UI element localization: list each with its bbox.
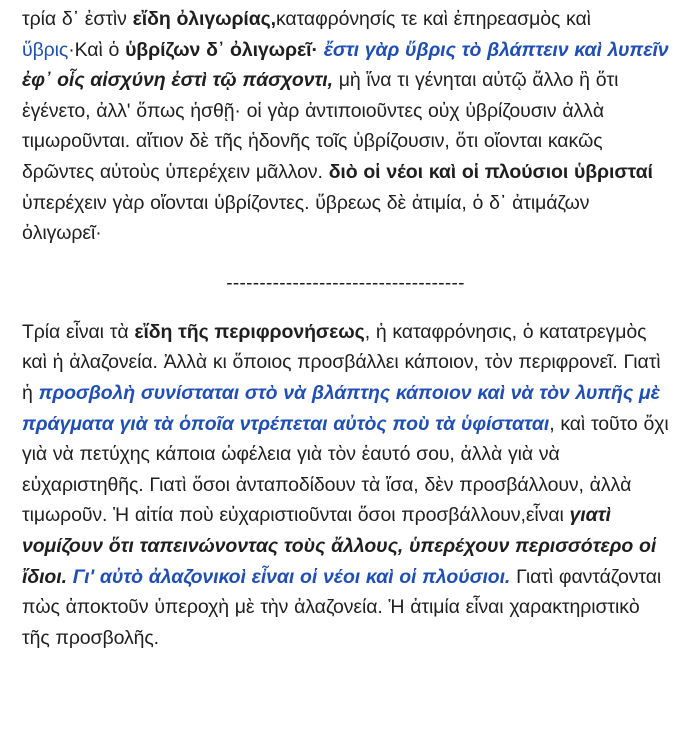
blue-term: ὕβρις — [22, 38, 69, 61]
highlighted-phrase: ἔστι γὰρ ὕβρις τὸ βλάπτειν καὶ λυπεῖν — [317, 38, 669, 61]
highlighted-phrase: προσβολὴ συνίσταται στὸ νὰ βλάπτης κάποιον καὶ νὰ τὸν λυπῆς μὲ πράγματα γιὰ τὰ ὁποῖα ντρέπεται αὐτὸς ποὺ τὰ ὑφίσταται — [22, 381, 660, 435]
text-run: , ἡ καταφρόνησις, ὁ κατατρεγμὸς καὶ ἡ ἀλαζονεία. Ἀλλὰ κι ὅποιος προσβάλλει κάποιον, τὸν περιφρονεῖ. Γιατὶ ἡ — [22, 320, 661, 404]
text-run: μὴ ἵνα τι γένηται αὐτῷ ἄλλο ἢ ὅτι ἐγένετο, ἀλλ' ὅπως ἡσθῇ· οἱ γὰρ ἀντιποιοῦντες οὐχ ὑβρίζουσιν ἀλλὰ τιμωροῦνται. αἴτιον δὲ τῆς ἡδονῆς τοῖς ὑβρίζουσιν, ὅτι οἴονται κακῶς δρῶντες αὐτοὺς ὑπερέχειν μᾶλλον. — [22, 69, 619, 183]
text-run: τρία δ᾽ ἐστὶν — [22, 8, 133, 30]
text-run: καταφρόνησίς τε καὶ ἐπηρεασμὸς καὶ — [275, 8, 591, 30]
bold-phrase: εἴδη τῆς περιφρονήσεως — [134, 320, 365, 343]
ancient-greek-paragraph — [22, 4, 669, 249]
modern-greek-paragraph — [22, 317, 669, 654]
section-divider: ------------------------------------ — [226, 272, 465, 294]
text-run: Τρία εἶναι τὰ — [22, 320, 135, 343]
text-run: ·Καὶ ὁ — [68, 38, 126, 61]
text-run: , καὶ τοῦτο ὄχι γιὰ νὰ πετύχης κάποια ὠφέλεια γιὰ τὸν ἑαυτό σου, ἀλλὰ γιὰ νὰ εὐχαριστηθῆς. Γιατὶ ὅσοι ἀνταποδίδουν τὰ ἴσα, δὲν προσβάλλουν, ἀλλὰ τιμωροῦν. Ἡ αἰτία ποὺ εὐχαριστιοῦνται ὅσοι προσβάλλουν,εἶναι — [22, 412, 669, 527]
highlighted-phrase: Γι' αὐτὸ ἀλαζονικοὶ εἶναι οἱ νέοι καὶ οἱ πλούσιοι. — [66, 565, 511, 588]
bold-phrase: διὸ οἱ νέοι καὶ οἱ πλούσιοι ὑβρισταί — [328, 160, 653, 183]
bold-phrase: εἴδη ὀλιγωρίας, — [132, 8, 276, 30]
bold-italic-phrase: ἐφ᾽ οἷς αἰσχύνη ἐστὶ τῷ πάσχοντι, — [22, 69, 333, 92]
text-run: Γιατὶ φαντάζονται πὼς ἀποκτοῦν ὑπεροχὴ μὲ τὴν ἀλαζονεία. Ἡ ἀτιμία εἶναι χαρακτηριστικὸ τῆς προσβολῆς. — [22, 565, 662, 649]
bold-phrase: ὑβρίζων δ᾽ ὀλιγωρεῖ· — [125, 38, 318, 61]
text-run: ὑπερέχειν γὰρ οἴονται ὑβρίζοντες. ὕβρεως δὲ ἀτιμία, ὁ δ᾽ ἀτιμάζων ὀλιγωρεῖ· — [22, 191, 590, 245]
bold-italic-phrase: γιατὶ νομίζουν ὅτι ταπεινώνοντας τοὺς ἄλλους, ὑπερέχουν περισσότερο οἱ ἴδιοι. — [22, 504, 657, 588]
